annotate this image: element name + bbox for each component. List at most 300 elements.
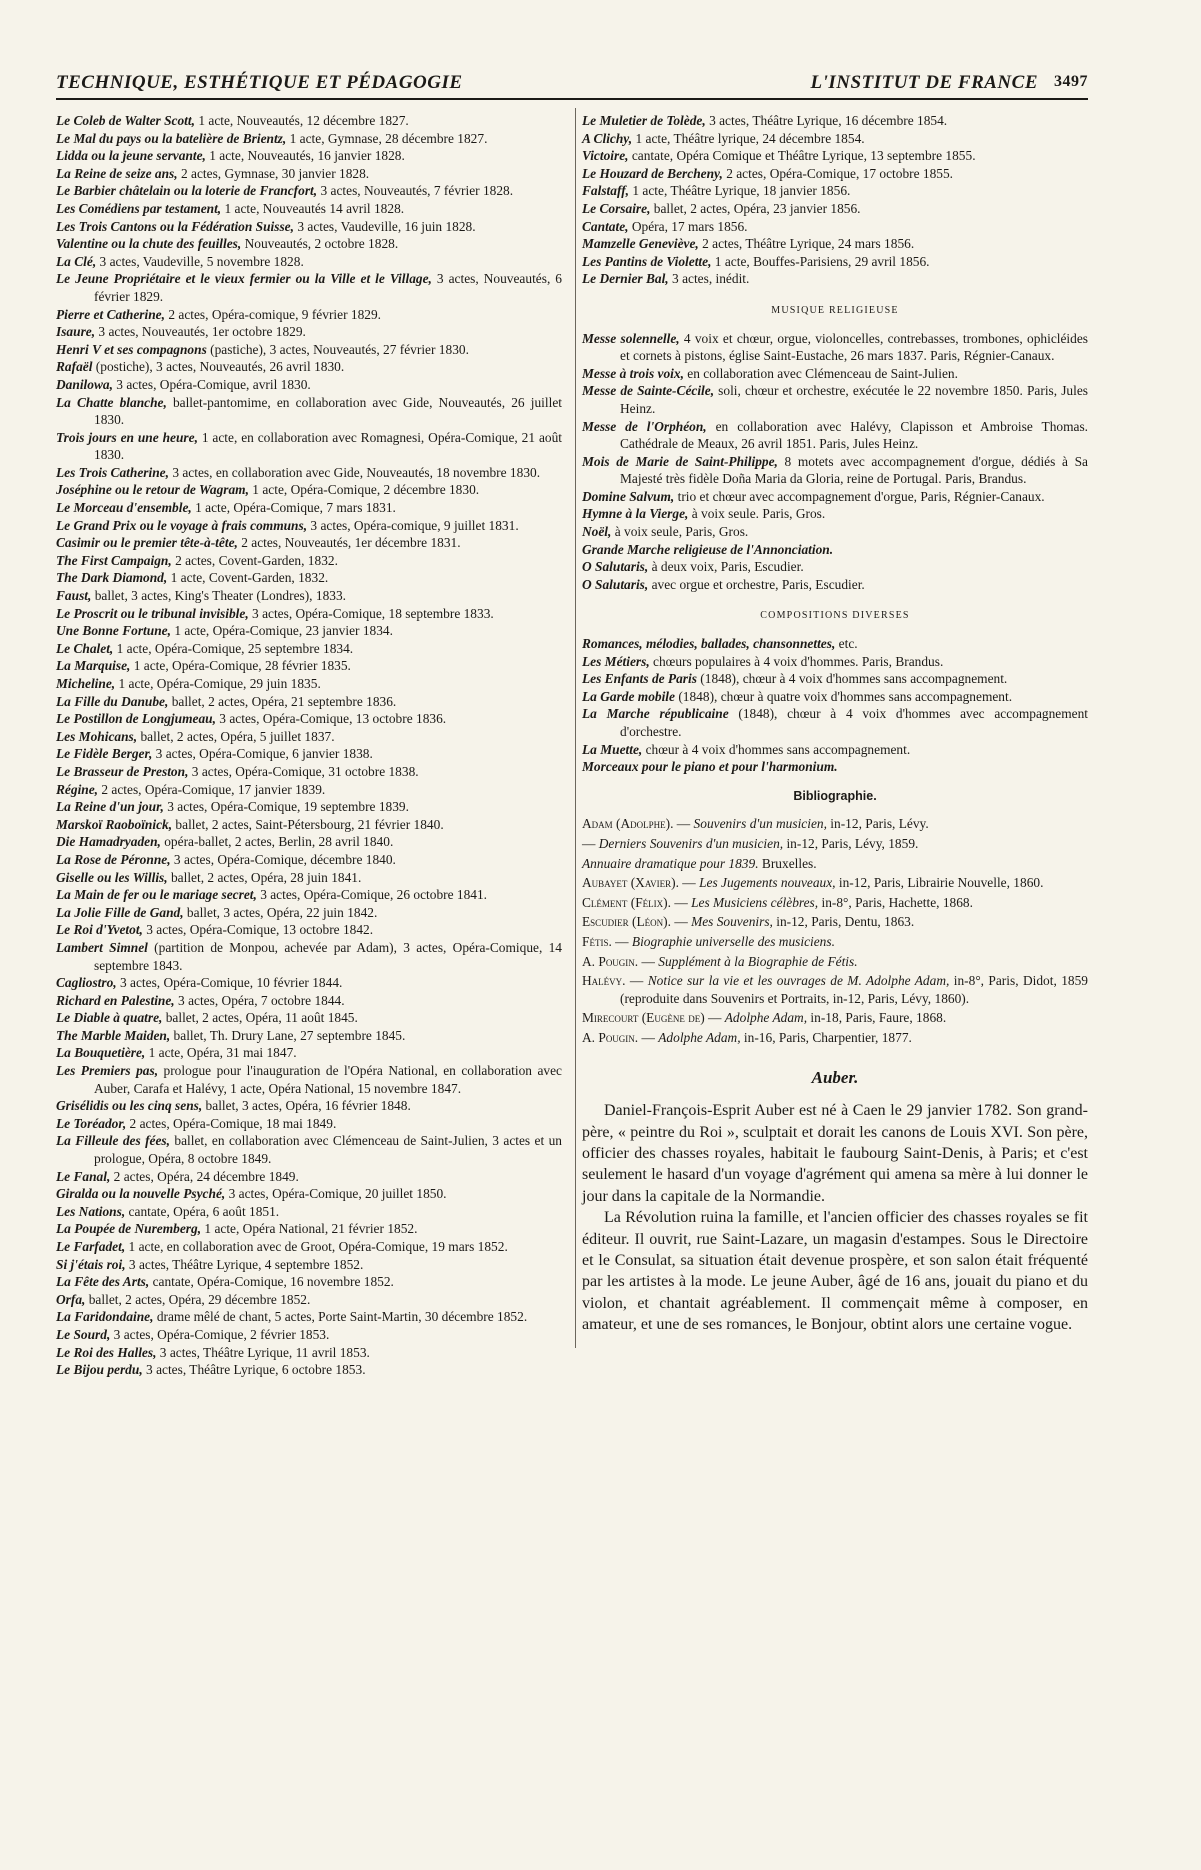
work-details: prologue pour l'inauguration de l'Opéra National, en collaboration avec Auber, Carafa et Halévy, 1 acte, Opéra National, 15 novembre 1847. xyxy=(94,1063,562,1096)
work-details: cantate, Opéra, 6 août 1851. xyxy=(125,1203,280,1219)
work-details: 3 actes, Opéra-Comique, 31 octobre 1838. xyxy=(188,763,419,779)
bibliography-entry xyxy=(582,1029,1088,1047)
work-title: Régine, xyxy=(56,781,99,797)
work-details: à deux voix, Paris, Escudier. xyxy=(648,559,804,575)
bib-author: A. Pougin. — xyxy=(582,953,659,969)
work-details: 3 actes, Opéra-comique, 9 juillet 1831. xyxy=(307,517,519,533)
bib-work: Mes Souvenirs, xyxy=(691,914,773,930)
work-details: 3 actes, Théâtre Lyrique, 11 avril 1853. xyxy=(156,1344,370,1360)
work-details: 3 actes, Théâtre Lyrique, 16 décembre 1854. xyxy=(705,113,948,128)
work-entry xyxy=(56,552,562,570)
work-details: 3 actes, Opéra-Comique, 26 octobre 1841. xyxy=(256,887,488,903)
work-title: The Marble Maiden, xyxy=(56,1027,171,1043)
work-entry xyxy=(56,886,562,904)
work-entry xyxy=(56,323,562,341)
work-entry xyxy=(56,1115,562,1133)
work-details: 1 acte, Opéra-Comique, 29 juin 1835. xyxy=(115,676,321,691)
work-title: La Bouquetière, xyxy=(56,1045,146,1061)
work-entry xyxy=(56,341,562,359)
work-entry xyxy=(582,418,1088,453)
work-entry xyxy=(56,481,562,499)
work-title: Le Fanal, xyxy=(56,1168,111,1184)
work-entry xyxy=(582,505,1088,523)
bib-details: in-12, Paris, Lévy. xyxy=(826,816,929,832)
work-entry xyxy=(56,657,562,675)
bibliography-entry xyxy=(582,972,1088,1007)
work-entry xyxy=(56,165,562,183)
work-details: ballet, 2 actes, Opéra, 28 juin 1841. xyxy=(167,869,362,885)
work-details: 3 actes, Nouveautés, 1er octobre 1829. xyxy=(95,324,306,340)
bib-author: Halévy. — xyxy=(582,973,648,989)
work-entry xyxy=(582,200,1088,218)
work-details: 3 actes, inédit. xyxy=(668,271,750,287)
work-title: Le Brasseur de Preston, xyxy=(56,763,189,779)
work-entry xyxy=(56,1168,562,1186)
work-entry xyxy=(56,1344,562,1362)
work-details: cantate, Opéra Comique et Théâtre Lyrique, 13 septembre 1855. xyxy=(628,148,976,164)
work-entry xyxy=(56,569,562,587)
work-details: 3 actes, Opéra-Comique, avril 1830. xyxy=(112,376,311,392)
work-entry xyxy=(582,653,1088,671)
work-title: A Clichy, xyxy=(582,130,633,146)
bib-author: Clément (Félix). — xyxy=(582,894,692,910)
work-title: La Filleule des fées, xyxy=(56,1133,170,1149)
header-left: TECHNIQUE, ESTHÉTIQUE ET PÉDAGOGIE xyxy=(56,72,463,93)
work-details: (partition de Monpou, achevée par Adam), 3 actes, Opéra-Comique, 14 septembre 1843. xyxy=(94,939,563,973)
work-details: opéra-ballet, 2 actes, Berlin, 28 avril 1840. xyxy=(160,834,394,850)
work-title: Pierre et Catherine, xyxy=(56,306,165,322)
work-details: 3 actes, Opéra, 7 octobre 1844. xyxy=(174,992,345,1008)
work-title: Les Trois Cantons ou la Fédération Suisse, xyxy=(56,218,294,234)
work-title: Henri V et ses compagnons xyxy=(56,341,207,357)
work-title: O Salutaris, xyxy=(582,559,649,575)
bib-details: in-12, Paris, Lévy, 1859. xyxy=(783,835,919,851)
work-details: 3 actes, Opéra-Comique, décembre 1840. xyxy=(170,851,396,867)
left-column xyxy=(56,112,562,1379)
work-title: Le Mal du pays ou la batelière de Brientz, xyxy=(56,130,287,146)
bib-details: in-12, Paris, Dentu, 1863. xyxy=(772,914,915,930)
work-title: Le Postillon de Longjumeau, xyxy=(56,711,216,727)
work-title: Les Pantins de Violette, xyxy=(582,253,712,269)
bib-author: Fétis. — xyxy=(582,933,632,949)
work-title: Le Barbier châtelain ou la loterie de Francfort, xyxy=(56,183,318,199)
work-details: 2 actes, Opéra-Comique, 17 janvier 1839. xyxy=(98,781,326,797)
work-title: Les Mohicans, xyxy=(56,728,138,744)
work-title: Die Hamadryaden, xyxy=(56,834,161,850)
work-title: Le Proscrit ou le tribunal invisible, xyxy=(56,605,249,621)
bib-author: — xyxy=(582,835,599,851)
work-entry xyxy=(56,1220,562,1238)
work-title: Isaure, xyxy=(56,324,96,340)
bib-author: Mirecourt (Eugène de) — xyxy=(582,1010,725,1026)
work-title: Joséphine ou le retour de Wagram, xyxy=(56,482,249,498)
work-title: La Clé, xyxy=(56,253,97,269)
work-title: Hymne à la Vierge, xyxy=(582,506,689,522)
work-entry xyxy=(56,1238,562,1256)
work-title: Le Farfadet, xyxy=(56,1239,126,1254)
work-title: Valentine ou la chute des feuilles, xyxy=(56,236,242,252)
work-entry xyxy=(582,330,1088,365)
work-entry xyxy=(56,605,562,623)
work-title: Messe solennelle, xyxy=(582,330,680,346)
work-details: (1848), chœur à 4 voix d'hommes avec accompagnement d'orchestre. xyxy=(620,706,1089,739)
work-title: Les Trois Catherine, xyxy=(56,464,169,480)
work-entry xyxy=(56,816,562,834)
bib-work: Adolphe Adam, xyxy=(724,1010,808,1026)
work-title: La Poupée de Nuremberg, xyxy=(56,1221,202,1237)
work-entry xyxy=(582,488,1088,506)
work-entry xyxy=(56,710,562,728)
work-details: 3 actes, Théâtre Lyrique, 4 septembre 1852. xyxy=(125,1256,364,1272)
work-entry xyxy=(56,218,562,236)
work-entry xyxy=(56,499,562,517)
bib-work: Biographie universelle des musiciens. xyxy=(631,933,835,949)
work-details: à voix seule. Paris, Gros. xyxy=(688,506,826,522)
work-entry xyxy=(582,758,1088,776)
work-details: ballet, 2 actes, Opéra, 5 juillet 1837. xyxy=(137,728,335,744)
work-entry xyxy=(56,517,562,535)
work-details: 2 actes, Covent-Garden, 1832. xyxy=(171,552,338,568)
work-details: 2 actes, Nouveautés, 1er décembre 1831. xyxy=(237,535,461,551)
work-details: 4 voix et chœur, orgue, violoncelles, contrebasses, trombones, ophicléides et cornets à pistons, église Saint-Eustache, 26 mars 1837. Paris, Régnier-Canaux. xyxy=(620,330,1088,364)
work-entry xyxy=(582,253,1088,271)
work-title: La Chatte blanche, xyxy=(56,394,167,410)
work-title: The Dark Diamond, xyxy=(56,570,168,586)
work-details: 1 acte, Théâtre lyrique, 24 décembre 1854. xyxy=(632,130,865,146)
religious-music-list xyxy=(582,330,1088,594)
bib-details: in-8°, Paris, Didot, 1859 (reproduite dans Souvenirs et Portraits, in-12, Paris, Lévy, 1860). xyxy=(620,973,1088,1006)
work-title: La Reine d'un jour, xyxy=(56,799,164,815)
work-title: Une Bonne Fortune, xyxy=(56,623,171,639)
work-title: Lambert Simnel xyxy=(56,939,148,955)
work-title: Le Muletier de Tolède, xyxy=(582,113,706,128)
work-details: (1848), chœur à quatre voix d'hommes sans accompagnement. xyxy=(674,688,1013,704)
work-title: O Salutaris, xyxy=(582,576,649,592)
bibliography-entry xyxy=(582,815,1088,833)
work-title: La Faridondaine, xyxy=(56,1309,154,1325)
work-title: Le Grand Prix ou le voyage à frais communs, xyxy=(56,517,308,533)
work-entry xyxy=(582,688,1088,706)
work-details: 1 acte, en collaboration avec de Groot, Opéra-Comique, 19 mars 1852. xyxy=(125,1239,508,1254)
work-details: 3 actes, Nouveautés, 7 février 1828. xyxy=(317,183,514,199)
work-details: 3 actes, Opéra-Comique, 18 septembre 1833. xyxy=(248,605,494,621)
work-details: (pastiche), 3 actes, Nouveautés, 27 février 1830. xyxy=(206,341,469,357)
bibliography-entry xyxy=(582,913,1088,931)
work-entry xyxy=(56,1256,562,1274)
work-title: La Main de fer ou le mariage secret, xyxy=(56,887,257,903)
work-title: Le Toréador, xyxy=(56,1115,127,1131)
work-entry xyxy=(56,675,562,693)
work-entry xyxy=(56,622,562,640)
work-title: Messe de Sainte-Cécile, xyxy=(582,383,715,399)
work-title: Victoire, xyxy=(582,148,629,164)
work-details: 1 acte, Nouveautés 14 avril 1828. xyxy=(221,200,405,216)
work-entry xyxy=(56,112,562,130)
running-header xyxy=(56,72,1088,100)
work-details: ballet, 2 actes, Opéra, 29 décembre 1852. xyxy=(85,1291,311,1307)
bibliography-entry xyxy=(582,894,1088,912)
work-entry xyxy=(56,1062,562,1097)
work-title: La Reine de seize ans, xyxy=(56,165,178,181)
work-entry xyxy=(56,235,562,253)
work-details: 3 actes, Vaudeville, 16 juin 1828. xyxy=(293,218,476,234)
work-title: Si j'étais roi, xyxy=(56,1256,126,1272)
bib-work: Souvenirs d'un musicien, xyxy=(693,816,827,832)
work-title: Mamzelle Geneviève, xyxy=(582,236,699,252)
work-entry xyxy=(582,576,1088,594)
work-entry xyxy=(582,558,1088,576)
work-details: 3 actes, Théâtre Lyrique, 6 octobre 1853. xyxy=(142,1362,366,1378)
bib-details: in-8°, Paris, Hachette, 1868. xyxy=(818,894,973,910)
work-title: Le Jeune Propriétaire et le vieux fermier ou la Ville et le Village, xyxy=(56,271,432,287)
header-right: L'INSTITUT DE FRANCE xyxy=(810,72,1038,93)
bib-work: Les Jugements nouveaux, xyxy=(699,875,836,891)
work-details: chœur à 4 voix d'hommes sans accompagnement. xyxy=(642,741,911,757)
work-entry xyxy=(582,670,1088,688)
work-details: 1 acte, Opéra-Comique, 7 mars 1831. xyxy=(191,500,396,516)
work-details: ballet, 2 actes, Opéra, 11 août 1845. xyxy=(162,1010,358,1026)
work-title: Le Roi des Halles, xyxy=(56,1344,157,1360)
work-details: 1 acte, Opéra-Comique, 23 janvier 1834. xyxy=(170,623,393,639)
work-title: Le Houzard de Bercheny, xyxy=(582,165,723,181)
work-entry xyxy=(56,921,562,939)
work-details: 3 actes, Nouveautés, 6 février 1829. xyxy=(94,271,562,304)
work-details: ballet, 3 actes, King's Theater (Londres), 1833. xyxy=(91,588,347,604)
work-title: Le Dernier Bal, xyxy=(582,271,669,287)
work-entry xyxy=(56,1361,562,1379)
bibliography-entry xyxy=(582,933,1088,951)
work-details: 2 actes, Opéra-Comique, 17 octobre 1855. xyxy=(722,165,954,181)
work-entry xyxy=(582,523,1088,541)
column-divider xyxy=(575,108,576,1348)
work-details: 1 acte, Opéra, 31 mai 1847. xyxy=(145,1045,297,1061)
bib-author: A. Pougin. — xyxy=(582,1029,659,1045)
work-title: La Fête des Arts, xyxy=(56,1274,150,1290)
bib-details: Bruxelles. xyxy=(758,855,817,871)
work-title: Les Enfants de Paris xyxy=(582,671,697,687)
work-title: Lidda ou la jeune servante, xyxy=(56,148,206,164)
work-details: ballet, Th. Drury Lane, 27 septembre 1845. xyxy=(170,1027,406,1043)
work-title: Cagliostro, xyxy=(56,975,117,991)
bib-work: Supplément à la Biographie de Fétis. xyxy=(658,953,858,969)
work-entry xyxy=(56,869,562,887)
work-entry xyxy=(56,200,562,218)
work-entry xyxy=(582,147,1088,165)
right-column xyxy=(582,112,1088,1336)
work-details: 1 acte, Opéra-Comique, 25 septembre 1834. xyxy=(113,640,354,656)
work-entry xyxy=(56,833,562,851)
section-heading-compositions: COMPOSITIONS DIVERSES xyxy=(760,610,910,622)
work-details: chœurs populaires à 4 voix d'hommes. Paris, Brandus. xyxy=(649,653,944,669)
work-details: ballet, 2 actes, Saint-Pétersbourg, 21 février 1840. xyxy=(172,816,444,832)
work-title: La Rose de Péronne, xyxy=(56,851,171,867)
work-details: 2 actes, Opéra-Comique, 18 mai 1849. xyxy=(126,1115,337,1131)
work-entry xyxy=(56,798,562,816)
work-details: drame mêlé de chant, 5 actes, Porte Saint-Martin, 30 décembre 1852. xyxy=(153,1309,528,1325)
work-entry xyxy=(56,1326,562,1344)
work-entry xyxy=(56,464,562,482)
work-title: Le Diable à quatre, xyxy=(56,1010,163,1026)
work-details: 3 actes, Opéra-Comique, 19 septembre 1839. xyxy=(163,799,409,815)
work-entry xyxy=(56,728,562,746)
work-entry xyxy=(582,453,1088,488)
work-details: 1 acte, Gymnase, 28 décembre 1827. xyxy=(286,130,488,146)
bibliography-entry xyxy=(582,953,1088,971)
work-details: (postiche), 3 actes, Nouveautés, 26 avril 1830. xyxy=(92,359,345,375)
work-details: 1 acte, Opéra National, 21 février 1852. xyxy=(201,1221,418,1237)
bibliography-entry xyxy=(582,874,1088,892)
bib-details: in-18, Paris, Faure, 1868. xyxy=(807,1010,947,1026)
work-entry xyxy=(56,587,562,605)
section-heading-religious: MUSIQUE RELIGIEUSE xyxy=(771,304,899,316)
work-details: ballet, en collaboration avec Clémenceau de Saint-Julien, 3 actes et un prologue, Opéra, 8 octobre 1849. xyxy=(94,1133,562,1167)
work-entry xyxy=(56,1185,562,1203)
work-title: Le Corsaire, xyxy=(582,200,651,216)
works-list-left xyxy=(56,112,562,1379)
work-entry xyxy=(56,1273,562,1291)
section-heading-bibliography: Bibliographie. xyxy=(793,788,877,803)
work-title: Les Nations, xyxy=(56,1203,126,1219)
work-entry xyxy=(56,939,562,974)
bibliography-entry xyxy=(582,855,1088,873)
work-title: Le Fidèle Berger, xyxy=(56,746,153,762)
work-title: The First Campaign, xyxy=(56,552,172,568)
work-entry xyxy=(56,640,562,658)
work-title: Le Morceau d'ensemble, xyxy=(56,500,192,516)
work-details: 3 actes, Opéra-Comique, 13 octobre 1836. xyxy=(215,711,447,727)
work-title: Le Coleb de Walter Scott, xyxy=(56,113,195,128)
work-entry xyxy=(56,429,562,464)
work-entry xyxy=(56,270,562,305)
work-title: Rafaël xyxy=(56,359,93,375)
work-details: 8 motets avec accompagnement d'orgue, dédiés à Sa Majesté très fidèle Doña Maria da Gloria, reine de Portugal. Paris, Brandus. xyxy=(620,453,1088,487)
work-title: Les Métiers, xyxy=(582,653,650,669)
work-entry xyxy=(56,306,562,324)
work-title: Cantate, xyxy=(582,218,629,234)
work-details: 3 actes, Opéra-Comique, 6 janvier 1838. xyxy=(152,746,373,762)
work-title: Grande Marche religieuse de l'Annonciation. xyxy=(582,541,834,557)
work-title: Mois de Marie de Saint-Philippe, xyxy=(582,453,778,469)
work-entry xyxy=(56,394,562,429)
page-number: 3497 xyxy=(1054,73,1088,90)
work-details: 2 actes, Gymnase, 30 janvier 1828. xyxy=(177,165,370,181)
work-details: cantate, Opéra-Comique, 16 novembre 1852. xyxy=(149,1274,394,1290)
work-details: ballet-pantomime, en collaboration avec Gide, Nouveautés, 26 juillet 1830. xyxy=(94,394,562,428)
work-title: La Jolie Fille de Gand, xyxy=(56,904,184,920)
work-details: 2 actes, Opéra-comique, 9 février 1829. xyxy=(164,306,382,322)
work-details: (1848), chœur à 4 voix d'hommes sans accompagnement. xyxy=(696,671,1008,687)
work-title: Romances, mélodies, ballades, chansonnettes, xyxy=(582,636,836,652)
work-entry xyxy=(56,147,562,165)
work-title: Giralda ou la nouvelle Psyché, xyxy=(56,1186,226,1202)
work-details: en collaboration avec Halévy, Clapisson et Ambroise Thomas. Cathédrale de Meaux, 26 avril 1851. Paris, Jules Heinz. xyxy=(620,418,1088,452)
work-entry xyxy=(56,781,562,799)
bib-work: Adolphe Adam, xyxy=(658,1029,741,1045)
work-details: ballet, 3 actes, Opéra, 16 février 1848. xyxy=(202,1098,411,1114)
work-details: Opéra, 17 mars 1856. xyxy=(628,218,748,234)
work-title: La Marche républicaine xyxy=(582,706,729,722)
work-details: en collaboration avec Clémenceau de Saint-Julien. xyxy=(683,365,958,381)
work-title: Giselle ou les Willis, xyxy=(56,869,168,885)
work-title: Richard en Palestine, xyxy=(56,992,175,1008)
work-details: 1 acte, Nouveautés, 16 janvier 1828. xyxy=(205,148,405,164)
work-title: Faust, xyxy=(56,588,92,604)
work-entry xyxy=(582,365,1088,383)
work-entry xyxy=(582,182,1088,200)
work-details: 3 actes, Opéra-Comique, 20 juillet 1850. xyxy=(225,1186,447,1202)
work-title: Le Roi d'Yvetot, xyxy=(56,922,143,938)
work-title: Falstaff, xyxy=(582,183,629,199)
work-details: 1 acte, Nouveautés, 12 décembre 1827. xyxy=(194,113,409,128)
work-entry xyxy=(56,763,562,781)
bib-author: Adam (Adolphe). — xyxy=(582,816,694,832)
compositions-list xyxy=(582,635,1088,776)
work-details: etc. xyxy=(835,636,858,652)
work-title: La Muette, xyxy=(582,741,643,757)
work-entry xyxy=(56,1044,562,1062)
biography-paragraph: Daniel-François-Esprit Auber est né à Caen le 29 janvier 1782. Son grand-père, « peintre du Roi », sculptait et dorait les canons de Louis XVI. Son père, officier des chasses royales, habitait le faubourg Saint-Denis, à Paris; et c'est seulement le hasard d'un voyage d'agrément qui amena sa mère à lui donner le jour dans la capitale de la Normandie. xyxy=(582,1102,1088,1205)
work-details: avec orgue et orchestre, Paris, Escudier. xyxy=(648,576,865,592)
work-entry xyxy=(582,382,1088,417)
bib-author: Aubayet (Xavier). — xyxy=(582,875,700,891)
work-entry xyxy=(56,376,562,394)
work-entry xyxy=(582,112,1088,130)
work-title: La Garde mobile xyxy=(582,688,675,704)
work-entry xyxy=(56,904,562,922)
work-details: ballet, 2 actes, Opéra, 21 septembre 1836. xyxy=(168,693,397,709)
work-title: Morceaux pour le piano et pour l'harmonium. xyxy=(582,759,838,775)
work-details: à voix seule, Paris, Gros. xyxy=(611,524,749,540)
work-entry xyxy=(56,992,562,1010)
work-details: soli, chœur et orchestre, exécutée le 22 novembre 1850. Paris, Jules Heinz. xyxy=(620,383,1088,416)
work-entry xyxy=(582,218,1088,236)
work-entry xyxy=(582,270,1088,288)
work-entry xyxy=(582,541,1088,559)
bib-work: Les Musiciens célèbres, xyxy=(691,894,819,910)
work-details: 3 actes, Opéra-Comique, 2 février 1853. xyxy=(110,1326,330,1342)
bibliography-entry xyxy=(582,835,1088,853)
biography-paragraph: La Révolution ruina la famille, et l'ancien officier des chasses royales se fit éditeur. Il ouvrit, rue Saint-Lazare, un magasin d'estampes. Sous le Directoire et le Consulat, sa situation était devenue prospère, et son salon était fréquenté par les artistes à la mode. Le jeune Auber, âgé de 16 ans, jouait du piano et du violon, et chantait agréablement. Il commençait même à composer, en amateur, et une de ses romances, le Bonjour, obtint alors une certaine vogue. xyxy=(582,1209,1088,1334)
work-details: 1 acte, Bouffes-Parisiens, 29 avril 1856. xyxy=(711,253,930,269)
work-details: 2 actes, Théâtre Lyrique, 24 mars 1856. xyxy=(698,236,915,252)
bib-work: Annuaire dramatique pour 1839. xyxy=(582,855,759,871)
work-details: ballet, 2 actes, Opéra, 23 janvier 1856. xyxy=(650,200,861,216)
work-title: La Marquise, xyxy=(56,658,131,674)
work-entry xyxy=(56,1132,562,1167)
work-title: Trois jours en une heure, xyxy=(56,429,198,445)
work-entry xyxy=(582,635,1088,653)
work-title: Messe à trois voix, xyxy=(582,365,684,381)
work-details: 2 actes, Opéra, 24 décembre 1849. xyxy=(110,1168,299,1184)
work-title: Casimir ou le premier tête-à-tête, xyxy=(56,535,238,551)
work-entry xyxy=(582,705,1088,740)
work-details: 3 actes, Opéra-Comique, 10 février 1844. xyxy=(116,975,343,991)
work-entry xyxy=(56,851,562,869)
work-entry xyxy=(56,745,562,763)
work-entry xyxy=(582,235,1088,253)
work-details: 1 acte, Opéra-Comique, 28 février 1835. xyxy=(130,658,351,674)
work-entry xyxy=(582,165,1088,183)
work-title: Les Comédiens par testament, xyxy=(56,200,222,216)
bibliography-entry xyxy=(582,1009,1088,1027)
work-entry xyxy=(56,182,562,200)
work-title: Orfa, xyxy=(56,1291,86,1307)
work-entry xyxy=(56,1027,562,1045)
work-title: Le Bijou perdu, xyxy=(56,1362,143,1378)
work-entry xyxy=(56,1097,562,1115)
auber-biography xyxy=(582,1100,1088,1335)
work-entry xyxy=(56,358,562,376)
